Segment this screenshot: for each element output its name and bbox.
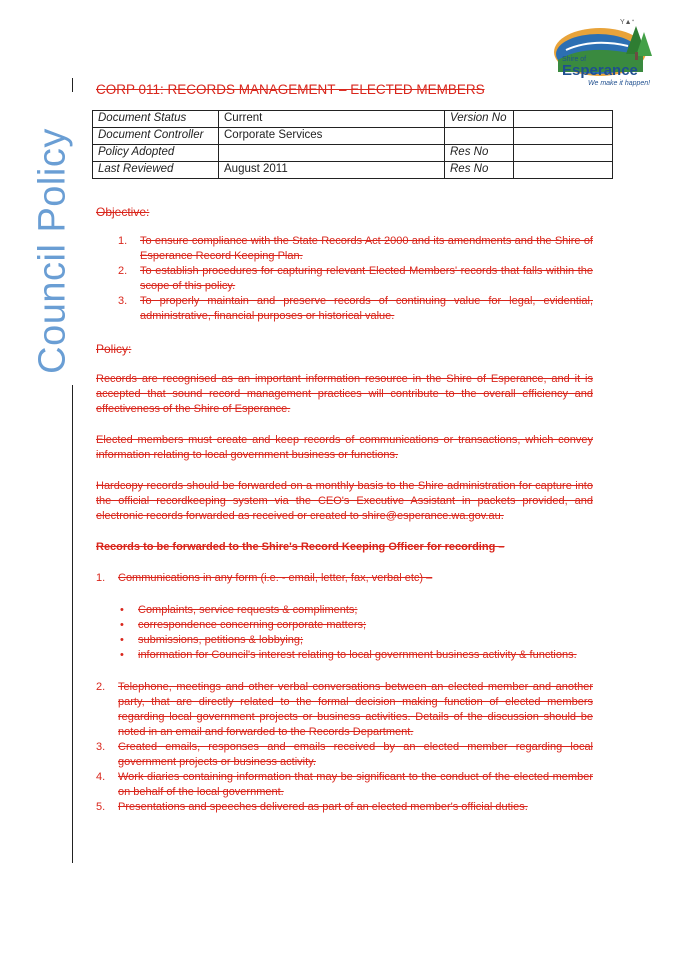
council-policy-label <box>31 120 75 382</box>
records-heading: Records to be forwarded to the Shire's Record Keeping Officer for recording – <box>96 541 505 553</box>
list-item: 2. Telephone, meetings and other verbal conversations between an elected member and another party, that are directly related to the formal decision making function of elected members regarding local government projects or business activities. Details of the discussion should be noted in an email and forwarded to the Records Department. <box>96 681 593 738</box>
sidebar-rule-top <box>72 78 73 92</box>
policy-heading: Policy: <box>96 342 132 356</box>
list-item: 2. To establish procedures for capturing relevant Elected Members' records that falls within the scope of this policy. <box>118 265 593 292</box>
logo-tagline: We make it happen! <box>588 80 651 87</box>
list-item-text: submissions, petitions & lobbying; <box>138 634 304 646</box>
objective-heading: Objective: <box>96 205 150 219</box>
table-cell: Res No <box>445 162 514 179</box>
list-item-text: Presentations and speeches delivered as part of an elected member's official duties. <box>118 801 528 813</box>
list-item: 4. Work diaries containing information that may be significant to the conduct of the elected member on behalf of the local government. <box>96 771 593 798</box>
table-row <box>93 128 613 145</box>
list-item-text: Telephone, meetings and other verbal conversations between an elected member and another party, that are directly related to the formal decision making function of elected members regarding local government projects or business activities. Details of the discussion should be noted in an email and forwarded to the Records Department. <box>118 681 593 738</box>
table-row <box>93 145 613 162</box>
list-item: 3. To properly maintain and preserve records of continuing value for legal, evidential, administrative, financial purposes or historical value. <box>118 295 593 322</box>
list-item-text: To establish procedures for capturing relevant Elected Members' records that falls within the scope of this policy. <box>140 265 593 292</box>
records-bullet-list <box>118 603 593 663</box>
table-cell: Current <box>219 111 445 128</box>
list-item-text: To ensure compliance with the State Records Act 2000 and its amendments and the Shire of Esperance Record Keeping Plan. <box>140 235 593 262</box>
table-cell: Corporate Services <box>219 128 445 145</box>
page-title: CORP 011: RECORDS MANAGEMENT – ELECTED MEMBERS <box>96 82 485 97</box>
list-item-text: Work diaries containing information that may be significant to the conduct of the elected member on behalf of the local government. <box>118 771 593 798</box>
policy-paragraph-3: Hardcopy records should be forwarded on a monthly basis to the Shire administration for capture into the official recordkeeping system via the CEO's Executive Assistant in packets provided, and electronic records forwarded as received or created to shire@esperance.wa.gov.au. <box>96 480 593 522</box>
table-cell: August 2011 <box>219 162 445 179</box>
policy-paragraph-1: Records are recognised as an important information resource in the Shire of Esperance, and it is accepted that sound record management practices will contribute to the overall efficiency and effectiveness of the Shire of Esperance. <box>96 373 593 415</box>
list-item: 1. Communications in any form (i.e. - email, letter, fax, verbal etc) – <box>96 572 433 584</box>
list-item: • submissions, petitions & lobbying; <box>120 634 304 646</box>
table-cell: Document Status <box>93 111 219 128</box>
logo-name: Esperance <box>562 62 638 79</box>
table-cell <box>514 128 613 145</box>
table-cell <box>514 111 613 128</box>
objective-list <box>118 234 593 324</box>
council-policy-text: Council Policy <box>31 128 74 374</box>
list-item: 3. Created emails, responses and emails received by an elected member regarding local government projects or business activity. <box>96 741 593 768</box>
list-item-text: Created emails, responses and emails received by an elected member regarding local government projects or business activity. <box>118 741 593 768</box>
table-cell: Policy Adopted <box>93 145 219 162</box>
list-item: • correspondence concerning corporate matters; <box>120 619 367 631</box>
list-item-text: To properly maintain and preserve records of continuing value for legal, evidential, administrative, financial purposes or historical value. <box>140 295 593 322</box>
table-cell <box>514 162 613 179</box>
svg-text:Y▲ᐩ: Y▲ᐩ <box>620 19 635 26</box>
list-item: 5. Presentations and speeches delivered as part of an elected member's official duties. <box>96 801 528 813</box>
list-item-text: information for Council's interest relating to local government business activity & functions. <box>138 649 577 661</box>
table-cell: Last Reviewed <box>93 162 219 179</box>
logo-shire-of: Shire of <box>562 56 587 63</box>
table-row <box>93 111 613 128</box>
list-item-text: correspondence concerning corporate matters; <box>138 619 367 631</box>
table-row <box>93 162 613 179</box>
table-cell: Res No <box>445 145 514 162</box>
table-cell <box>514 145 613 162</box>
table-cell: Document Controller <box>93 128 219 145</box>
list-item-text: Complaints, service requests & compliments; <box>138 604 358 616</box>
document-info-table <box>92 110 613 179</box>
list-item: 1. To ensure compliance with the State Records Act 2000 and its amendments and the Shire of Esperance Record Keeping Plan. <box>118 235 593 262</box>
sidebar-rule-bottom <box>72 385 73 863</box>
list-item-text: Communications in any form (i.e. - email, letter, fax, verbal etc) – <box>118 572 433 584</box>
records-item-1 <box>96 571 593 586</box>
table-cell: Version No <box>445 111 514 128</box>
table-cell <box>219 145 445 162</box>
list-item: • Complaints, service requests & compliments; <box>120 604 358 616</box>
list-item: • information for Council's interest relating to local government business activity & functions. <box>120 649 577 661</box>
records-numbered-list <box>96 680 593 815</box>
shire-logo <box>548 12 660 94</box>
policy-paragraph-2: Elected members must create and keep records of communications or transactions, which convey information relating to local government business or functions. <box>96 434 593 461</box>
table-cell <box>445 128 514 145</box>
